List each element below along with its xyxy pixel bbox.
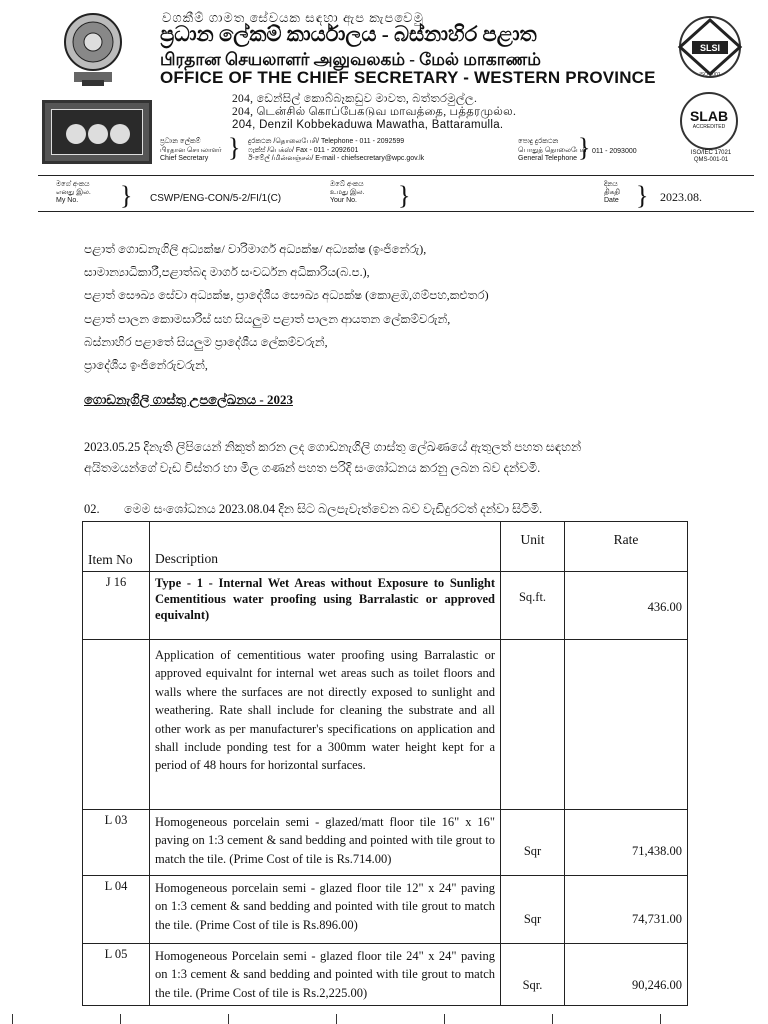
addressee-line: බස්නාහිර පළාතේ සියලුම ප්‍රාදේශීය ලේකම්වරුන්, xyxy=(84,334,328,349)
table-row xyxy=(83,876,688,944)
slab-text: SLAB xyxy=(689,108,729,124)
general-telephone: 011 - 2093000 xyxy=(592,148,637,155)
letter-subject: ගොඩනැගිලි ගාස්තු උපලේඛනය - 2023 xyxy=(84,392,293,407)
cell-unit: Sqr. xyxy=(501,944,565,1006)
reference-divider xyxy=(38,211,754,212)
cell-unit: Sq.ft. xyxy=(501,572,565,640)
slsi-logo-icon xyxy=(662,14,758,80)
brace-icon: } xyxy=(120,181,133,210)
brace-icon: } xyxy=(228,133,241,162)
addressee-line: පළාත් පාලන කොමසාරිස් සහ සියලුම පළාත් පාලන ආයතන ලේකම්වරුන්, xyxy=(84,311,451,326)
address-english: 204, Denzil Kobbekaduwa Mawatha, Battaramulla. xyxy=(232,119,504,131)
table-row xyxy=(83,572,688,640)
cell-item xyxy=(83,640,150,810)
paragraph-1-line-1: 2023.05.25 දිනැති ලිපියෙන් නිකුත් කරන ලද ගොඩනැගිලි ගාස්තු ලේඛණයේ ඇතුලත් පහත සඳහන් xyxy=(84,440,582,454)
address-tamil: 204, டென்சில் கொப்பேகடுவ மாவத்தை, பத்தரமுல்ல. xyxy=(232,106,517,118)
addressee-list xyxy=(84,238,489,377)
postage-stamp-image xyxy=(42,100,152,164)
cell-rate xyxy=(565,640,688,810)
cell-description: Type - 1 - Internal Wet Areas without Exposure to Sunlight Cementitious water proofing using Barralastic or approved equivalnt) xyxy=(150,572,501,640)
addressee-line: පළාත් ගොඩනැගිලි අධ්‍යක්ෂ/ වාරිමාර්ග අධ්‍යක්ෂ/ අධ්‍යක්ෂ (ඉංජිනේරු), xyxy=(84,242,427,256)
cell-rate: 71,438.00 xyxy=(565,810,688,876)
office-name-english: OFFICE OF THE CHIEF SECRETARY - WESTERN PROVINCE xyxy=(160,68,656,87)
cell-unit: Sqr xyxy=(501,810,565,876)
your-no-label: ඔබේ අංකය உமது இல. Your No. xyxy=(330,181,365,204)
brace-icon: } xyxy=(398,181,411,210)
date-label: දිනය திகதி Date xyxy=(604,181,620,204)
my-no-label: මගේ අංකය எனது இல. My No. xyxy=(56,181,91,204)
table-row xyxy=(83,810,688,876)
cell-description: Homogeneous porcelain semi - glazed floor tile 12" x 24" paving on 1:3 cement & sand bedding and pointed with tile grout to match the tile. (Prime Cost of tile is Rs.896.00) xyxy=(150,876,501,944)
cell-rate: 74,731.00 xyxy=(565,876,688,944)
cell-rate: 436.00 xyxy=(565,572,688,640)
brace-icon: } xyxy=(578,133,591,162)
addressee-line: ප්‍රාදේශීය ඉංජිනේරුවරුන්, xyxy=(84,358,208,373)
cell-description: Homogeneous Porcelain semi - glazed floor tile 24" x 24" paving on 1:3 cement & sand bedding and pointed with tile grout to match the tile. (Prime Cost of tile is Rs.2,225.00) xyxy=(150,944,501,1006)
sri-lanka-emblem-icon xyxy=(62,10,124,88)
office-motto: වගකීම් ගාමත සේවයක සඳහා ඇප කැපවෙමු xyxy=(162,10,424,25)
header-item-no: Item No xyxy=(83,522,150,572)
contact-details: දුරකථන /தொலைபேசி/ Telephone - 011 - 2092599 ෆැක්ස් /பெக்ஸ்/ Fax - 011 - 2092601 ඊ-මේල් /மின்னஞ்சல்/ E-mail - chiefsecretary@wpc.gov.lk xyxy=(248,138,425,162)
cell-rate: 90,246.00 xyxy=(565,944,688,1006)
cell-item: L 05 xyxy=(83,944,150,1006)
table-header-row xyxy=(83,522,688,572)
office-name-sinhala: ප්‍රධාන ලේකම් කාර්යාලය - බස්නාහිර පළාත xyxy=(160,22,537,46)
cell-unit: Sqr xyxy=(501,876,565,944)
header-rate: Rate xyxy=(565,522,688,572)
cell-item: L 04 xyxy=(83,876,150,944)
header-divider xyxy=(38,175,754,176)
slab-sub-text: ACCREDITED xyxy=(692,124,726,130)
slab-accreditation-logo xyxy=(680,92,738,150)
paragraph-1-line-2: අයිතමයන්ගේ වැඩ විස්තර හා මිල ගණන් පහත පරිදි සංශෝධනය කරනු ලබන බව දන්වමි. xyxy=(84,461,541,475)
cell-unit xyxy=(501,640,565,810)
svg-text:ISO 9001: ISO 9001 xyxy=(699,72,721,78)
addressee-line: සාමාන්‍යාධිකාරී,පළාත්බද මාර්ග සංවර්ධන අධිකාරිය(බ.ප.), xyxy=(84,265,370,280)
header-unit: Unit xyxy=(501,522,565,572)
my-no-value: CSWP/ENG-CON/5-2/FI/1(C) xyxy=(150,193,282,204)
rates-table xyxy=(82,521,688,1006)
general-telephone-label: පොදු දුරකථන பொதுத் தொலைபேசி General Telephone xyxy=(518,138,587,162)
cell-item: J 16 xyxy=(83,572,150,640)
cell-description: Application of cementitious water proofing using Barralastic or approved equivalnt for internal wet areas such as toilet floors and walls where the surfaces are not directly exposed to sunlight and weathering. Rate shall include for cleaning the substrate and all other work as per manufacturer's specifications on application and shall include ponding test for a 300mm water height kept for a period of 48 hours for horizontal surfaces. xyxy=(150,640,501,810)
brace-icon: } xyxy=(636,181,649,210)
svg-text:SLSI: SLSI xyxy=(699,43,721,53)
paragraph-2-number: 02. xyxy=(84,502,100,516)
chief-secretary-label: ප්‍රධාන ලේකම් பிரதான செயலாளர் Chief Secretary xyxy=(160,138,222,162)
addressee-line: පළාත් සෞඛ්‍ය සේවා අධ්‍යක්ෂ, ප්‍රාදේශීය සෞඛ්‍ය අධ්‍යක්ෂ (කොළඹ,ගම්පහ,කළුතර) xyxy=(84,288,489,303)
table-row xyxy=(83,944,688,1006)
address-sinhala: 204, ඩෙන්සිල් කොබ්බෑකඩුව මාවත, බත්තරමුල්ල. xyxy=(232,93,478,105)
header-description: Description xyxy=(150,522,501,572)
cell-description: Homogeneous porcelain semi - glazed/matt floor tile 16" x 16" paving on 1:3 cement & sand bedding and pointed with tile grout to match the tile. (Prime Cost of tile is Rs.714.00) xyxy=(150,810,501,876)
office-name-tamil: பிரதான செயலாளர் அலுவலகம் - மேல் மாகாணம் xyxy=(160,50,541,69)
table-row xyxy=(83,640,688,810)
paragraph-2-text: මෙම සංශෝධනය 2023.08.04 දින සිට බලපැවැත්වෙන බව වැඩිදුරටත් දන්වා සිටිමි. xyxy=(124,502,543,516)
date-value: 2023.08. xyxy=(660,190,702,204)
iso-text: ISO/IEC 17021 QMS-001-01 xyxy=(690,150,732,163)
cell-item: L 03 xyxy=(83,810,150,876)
next-page-edge xyxy=(12,1014,768,1024)
